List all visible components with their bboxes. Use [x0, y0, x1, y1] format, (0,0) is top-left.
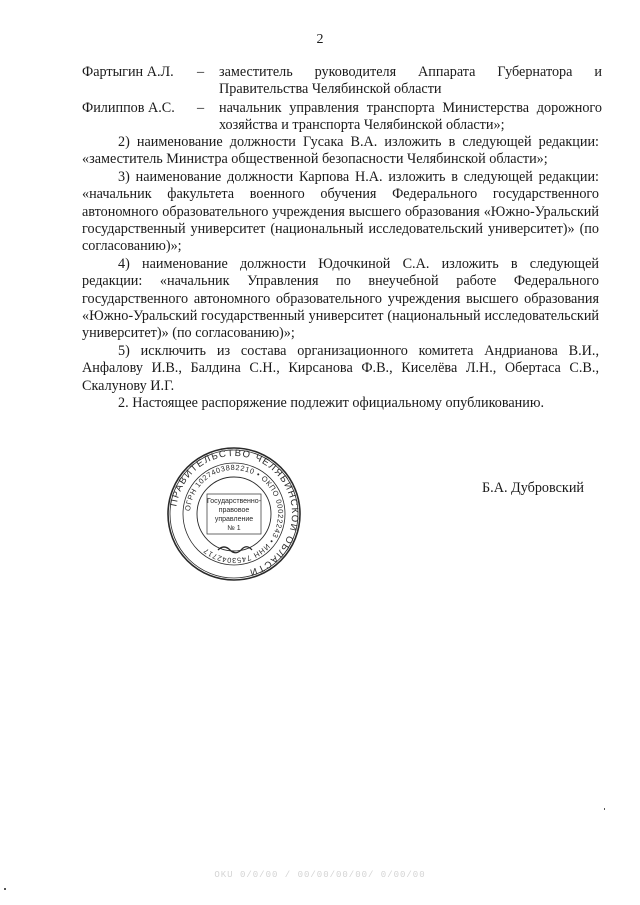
members-list [82, 64, 602, 136]
paragraph: 2) наименование должности Гусака В.А. изложить в следующей редакции: «заместитель Министра общественной безопасности Челябинской области»; [82, 134, 599, 168]
seal-center-line: правовое [218, 507, 250, 514]
paragraph: 5) исключить из состава организационного комитета Андрианова В.И., Анфалову И.В., Балдина С.Н., Кирсанова Ф.В., Киселёва Л.Н., Обертаса С.В., Скалунову И.Г. [82, 342, 599, 394]
member-dash: – [197, 64, 205, 80]
member-name: Фартыгин А.Л. [82, 64, 174, 80]
document-body [82, 134, 599, 413]
seal-center-line: № 1 [227, 525, 241, 532]
paragraph: 4) наименование должности Юдочкиной С.А. изложить в следующей редакции: «начальник Управления по внеучебной работе Федерального государственного автономного образовательного учреждения высшего образования «Южно-Уральский государственный университет (национальный исследовательский университет)» (по согласованию)»; [82, 255, 599, 342]
member-position: заместитель руководителя Аппарата Губернатора и Правительства Челябинской области [219, 64, 602, 97]
official-seal [166, 446, 302, 582]
scan-mark [4, 888, 6, 890]
page-number: 2 [316, 32, 324, 47]
member-dash: – [197, 100, 205, 116]
member-position: начальник управления транспорта Министерства дорожного хозяйства и транспорта Челябинской области»; [219, 100, 602, 133]
paragraph: 3) наименование должности Карпова Н.А. изложить в следующей редакции: «начальник факультета военного обучения Федерального государственного автономного образовательного учреждения высшего образования «Южно-Уральский государственный университет (национальный исследовательский университет)» (по согласованию)»; [82, 168, 599, 255]
member-row [82, 100, 602, 134]
member-row [82, 64, 602, 98]
signatory-name: Б.А. Дубровский [482, 480, 585, 496]
seal-inner-text: ОГРН 1027403882210 • ОКПО 00022243 • ИНН 7453042717 [183, 462, 286, 566]
seal-center-line: управление [214, 516, 254, 523]
paragraph: 2. Настоящее распоряжение подлежит официальному опубликованию. [118, 395, 545, 412]
seal-center-line: Государственно- [206, 498, 262, 505]
footer-document-code: OKU 0/0/00 / 00/00/00/00/ 0/00/00 [214, 870, 426, 880]
seal-graphic [166, 446, 302, 582]
scan-mark [604, 808, 605, 810]
member-name: Филиппов А.С. [82, 100, 175, 116]
seal-outer-text: ПРАВИТЕЛЬСТВО ЧЕЛЯБИНСКОЙ ОБЛАСТИ [168, 447, 301, 578]
